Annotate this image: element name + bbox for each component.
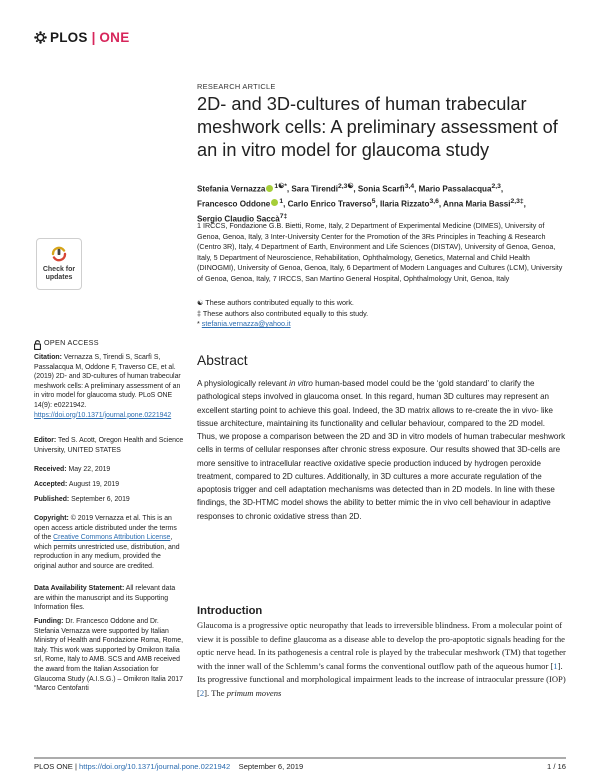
abstract-part-1: A physiologically relevant bbox=[197, 379, 290, 388]
open-access-row bbox=[34, 337, 99, 347]
logo-plos-text: PLOS bbox=[50, 30, 88, 45]
author-affiliation: 2,3☯ bbox=[337, 183, 354, 190]
funding-text: Dr. Francesco Oddone and Dr. Stefania Vernazza were supported by Italian Ministry of Health and Fondazione Roma, Rome, Italy. This work was supported by Omikron Italia srl, Rome, Italy to AMB. SCS and AMB received the award from the Italian Association for Glaucoma Study (A.I.S.G.) – Omikron Italia 2017 “Marco Centofanti bbox=[34, 618, 183, 693]
abstract-text bbox=[197, 377, 567, 523]
published-label: Published: bbox=[34, 496, 70, 503]
published-block bbox=[34, 495, 184, 505]
editor-label: Editor: bbox=[34, 437, 57, 444]
received-text: May 22, 2019 bbox=[68, 466, 111, 473]
logo-one-text: ONE bbox=[99, 30, 130, 45]
also-equal-contribution-note: ‡ These authors also contributed equally to this study. bbox=[197, 308, 369, 318]
citation-label: Citation: bbox=[34, 354, 62, 361]
copyright-text-2: , which permits unrestricted use, distribution, and reproduction in any medium, provided the original author and source are credited. bbox=[34, 534, 180, 570]
published-text: September 6, 2019 bbox=[71, 496, 130, 503]
check-updates-icon bbox=[50, 245, 68, 263]
accepted-block bbox=[34, 480, 184, 490]
author-name[interactable]: , Carlo Enrico Traverso bbox=[283, 199, 372, 209]
plos-one-logo[interactable] bbox=[34, 30, 130, 45]
check-for-updates-badge[interactable] bbox=[36, 238, 82, 290]
orcid-icon[interactable] bbox=[271, 199, 278, 206]
author-name[interactable]: , Sonia Scarfì bbox=[353, 184, 405, 194]
editor-text: Ted S. Acott, Oregon Health and Science University, UNITED STATES bbox=[34, 437, 184, 454]
reference-link-1[interactable]: 1 bbox=[553, 660, 558, 671]
received-label: Received: bbox=[34, 466, 67, 473]
intro-italic: primum movens bbox=[226, 687, 282, 698]
corresponding-email-link[interactable]: stefania.vernazza@yahoo.it bbox=[201, 319, 291, 329]
license-link[interactable]: Creative Commons Attribution License bbox=[53, 534, 171, 542]
intro-part-3: ]. The bbox=[204, 687, 227, 698]
author-list: Stefania Vernazza $^{1☯*}$, Sara Tirendi$^{2,3☯}$, Sonia Scarfì$^{3,4}$, Mario Passalacqua$^{2,3}$, Francesco Oddone $^1$, Carlo Enrico Traverso$^5$, Ilaria Rizzato$^{3,6}$, Anna Maria Bassi$^{2,3\ddagger}$, Sergio Claudio Saccà$^{7\ddagger}$ bbox=[197, 183, 526, 224]
plos-logo-icon bbox=[34, 31, 47, 44]
intro-part-1: Glaucoma is a progressive optic neuropathy that leads to irreversible blindness. From a molecular point of view it is possible to define glaucoma as a disease able to develop the pro-apoptotic signals heading for the optic nerve head. In its pathogenesis a central role is played by the trabecular meshwork (TM) that together with the inner wall of the Schlemm’s canal forms the conventional outflow path of the aqueous humor [ bbox=[197, 620, 566, 671]
copyright-block bbox=[34, 514, 184, 572]
abstract-heading: Abstract bbox=[197, 353, 248, 368]
footer-date: September 6, 2019 bbox=[238, 762, 304, 771]
data-availability-label: Data Availability Statement: bbox=[34, 585, 125, 592]
page-footer bbox=[34, 762, 566, 771]
citation-text: Vernazza S, Tirendi S, Scarfì S, Passalacqua M, Oddone F, Traverso CE, et al. (2019) 2D- and 3D-cultures of human trabecular meshwork cells: A preliminary assessment of an in vitro model for glaucoma study. PLoS ONE 14(9): e0221942. bbox=[34, 354, 181, 409]
corresponding-marker: * bbox=[197, 319, 202, 329]
citation-doi-link[interactable]: https://doi.org/10.1371/journal.pone.0221942 bbox=[34, 411, 172, 419]
author-affiliation: 3,4 bbox=[404, 183, 415, 190]
check-updates-label bbox=[43, 266, 75, 282]
author-name[interactable]: , Sara Tirendi bbox=[286, 184, 338, 194]
footer-doi-link[interactable]: https://doi.org/10.1371/journal.pone.0221942 bbox=[79, 762, 231, 771]
citation-block bbox=[34, 353, 184, 420]
introduction-text bbox=[197, 619, 569, 700]
corresponding-author-note bbox=[197, 319, 567, 330]
orcid-icon[interactable] bbox=[266, 185, 273, 192]
data-availability-text: All relevant data are within the manuscript and its Supporting Information files. bbox=[34, 585, 176, 612]
equal-contribution-note: ☯ These authors contributed equally to this work. bbox=[197, 298, 354, 307]
author-affiliation: 2,3 bbox=[491, 183, 501, 190]
accepted-label: Accepted: bbox=[34, 481, 68, 488]
intro-part-2: ]. Its progressive functional and morphological impairment leads to the increase of intraocular pressure (IOP) [ bbox=[197, 660, 566, 698]
reference-link-2[interactable]: 2 bbox=[199, 687, 205, 698]
author-name[interactable]: Stefania Vernazza bbox=[197, 184, 266, 194]
article-title: 2D- and 3D-cultures of human trabecular meshwork cells: A preliminary assessment of an in vitro model for glaucoma study bbox=[197, 94, 558, 160]
article-type: RESEARCH ARTICLE bbox=[197, 82, 276, 91]
copyright-label: Copyright: bbox=[34, 515, 69, 522]
open-access-label: OPEN ACCESS bbox=[44, 337, 99, 347]
author-name[interactable]: , Ilaria Rizzato bbox=[375, 199, 430, 209]
check-updates-line2: updates bbox=[45, 274, 73, 281]
author-name[interactable]: Sergio Claudio Saccà bbox=[197, 214, 280, 224]
author-name[interactable]: Francesco Oddone bbox=[197, 199, 271, 209]
author-notes bbox=[197, 298, 567, 330]
footer-page-number: 1 / 16 bbox=[547, 762, 566, 771]
received-block bbox=[34, 465, 184, 475]
funding-block bbox=[34, 617, 184, 694]
abstract-part-2: human-based model could be the ‘gold standard’ to clarify the pathological steps involved in glaucoma onset. In this regard, human 3D cultures may represent an excellent starting point to achieve this goal. Indeed, the 3D matrix allows to re-create the in vivo- like tissue architecture, maintaining its functionality and cellular behaviour, compared to the 2D model. Thus, we propose a comparison between the 2D and 3D in vitro models of human trabecular meshwork cells in terms of cellular responses after chronic stress exposure. Our results showed that 3D-cells are more sensitive to intracellular reactive oxidative specie production induced by hydrogen peroxide treatment, compared to 2D cultures. Additionally, in 3D cultures a more accurate regulation of the apoptosis trigger and cell adaptation mechanisms was detected than in 2D models. In line with these findings, the 3D-HTMC model shows the ability to better mimic the in vivo cell behaviour in adaptive responses to chronic oxidative stress than 2D. bbox=[197, 379, 566, 521]
open-access-lock-icon bbox=[34, 337, 41, 347]
author-name[interactable]: , Mario Passalacqua bbox=[414, 184, 492, 194]
affiliations: 1 IRCCS, Fondazione G.B. Bietti, Rome, Italy, 2 Department of Experimental Medicine (DIMES), University of Genoa, Genoa, Italy, 3 Inter-University Center for the Promotion of the 3Rs Principles in Teaching & Research (Centro 3R), Italy, 4 Department of Earth, Environment and Life Sciences (DISTAV), University of Genoa, Genoa, Italy, 5 Department of Neuroscience, Rehabilitation, Ophthalmology, Genetics, Maternal and Child Health (DINOGMI), University of Genoa, Genoa, Italy, 6 Department of Modern Languages and Cultures (LCM), University of Genoa, Genoa, Italy, 7 IRCCS, San Martino General Hospital, Ophthalmology Unit, Genoa, Italy bbox=[197, 221, 563, 283]
author-affiliation: 7‡ bbox=[279, 212, 288, 220]
check-updates-line1: Check for bbox=[42, 266, 76, 273]
copyright-text-1: © 2019 Vernazza et al. This is an open access article distributed under the terms of the bbox=[34, 515, 177, 542]
data-availability-block bbox=[34, 584, 184, 613]
author-affiliation: 1☯* bbox=[274, 183, 287, 190]
author-affiliation: 5 bbox=[371, 197, 376, 205]
editor-block bbox=[34, 436, 184, 455]
accepted-text: August 19, 2019 bbox=[68, 481, 120, 488]
author-affiliation: 2,3‡ bbox=[510, 197, 524, 205]
abstract-italic: in vitro bbox=[289, 379, 313, 388]
introduction-heading: Introduction bbox=[197, 605, 263, 617]
logo-separator: | bbox=[91, 30, 96, 45]
author-affiliation: 1 bbox=[279, 197, 284, 205]
footer-journal: PLOS ONE bbox=[34, 762, 73, 771]
footer-divider bbox=[34, 757, 566, 759]
funding-label: Funding: bbox=[34, 618, 64, 625]
footer-left bbox=[34, 762, 303, 771]
author-name[interactable]: , Anna Maria Bassi bbox=[438, 199, 511, 209]
author-affiliation: 3,6 bbox=[429, 197, 439, 205]
footer-separator: | bbox=[72, 762, 80, 771]
